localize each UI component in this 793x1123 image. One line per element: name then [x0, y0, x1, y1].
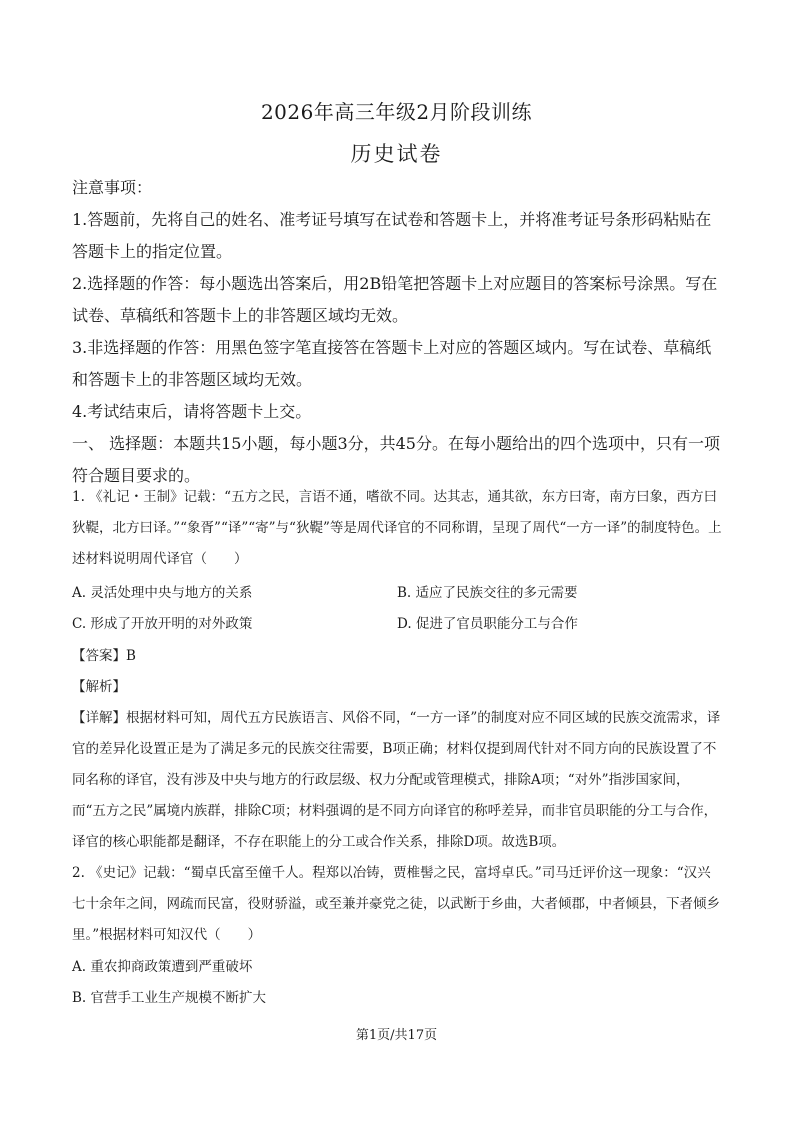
- question-1-answer: 【答案】B: [72, 648, 136, 664]
- note-item-1: 1.答题前，先将自己的姓名、准考证号填写在试卷和答题卡上，并将准考证号条形码粘贴在答题卡上的指定位置。: [72, 210, 712, 261]
- section-heading: 一、 选择题：本题共15小题，每小题3分，共45分。在每小题给出的四个选项中，只有一项符合题目要求的。: [72, 434, 720, 485]
- option-b: B. 适应了民族交往的多元需要: [397, 585, 578, 601]
- notes-section: [72, 172, 722, 492]
- exam-subtitle: 历史试卷: [350, 142, 443, 166]
- question-1-detail: 【详解】根据材料可知，周代五方民族语言、风俗不同，“一方一译”的制度对应不同区域的民族交流需求，译官的差异化设置正是为了满足多元的民族交往需要，B项正确；材料仅提到周代针对不同方向的民族设置了不同名称的译官，没有涉及中央与地方的行政层级、权力分配或管理模式，排除A项；“对外”指涉国家间，而“五方之民”属境内族群，排除C项；材料强调的是不同方向译官的称呼差异，而非官员职能的分工与合作，译官的核心职能都是翻译，不存在职能上的分工或合作关系，排除D项。故选B项。: [72, 710, 721, 850]
- question-1-analysis-label: 【解析】: [72, 679, 126, 695]
- question-1-options-row-2: [72, 609, 722, 640]
- notes-heading: 注意事项：: [72, 178, 153, 197]
- exam-title: 2026年高三年级2月阶段训练: [260, 100, 533, 124]
- note-item-2: 2.选择题的作答：每小题选出答案后，用2B铅笔把答题卡上对应题目的答案标号涂黑。写在试卷、草稿纸和答题卡上的非答题区域均无效。: [72, 274, 718, 325]
- option-c: C. 形成了开放开明的对外政策: [72, 616, 253, 632]
- option-b: B. 官营手工业生产规模不断扩大: [72, 990, 267, 1006]
- note-item-4: 4.考试结束后，请将答题卡上交。: [72, 402, 312, 421]
- option-d: D. 促进了官员职能分工与合作: [397, 616, 578, 632]
- question-1-stem: 1. 《礼记・王制》记载：“五方之民，言语不通，嗜欲不同。达其志，通其欲，东方曰寄，南方曰象，西方曰狄鞮，北方曰译。”“象胥”“译”“寄”与“狄鞮”等是周代译官的不同称谓，呈现了周代“一方一译”的制度特色。上述材料说明周代译官（ ）: [72, 489, 722, 567]
- question-1-options-row-1: [72, 578, 722, 609]
- page-number: 第1页/共17页: [355, 1028, 438, 1043]
- note-item-3: 3.非选择题的作答：用黑色签字笔直接答在答题卡上对应的答题区域内。写在试卷、草稿纸和答题卡上的非答题区域均无效。: [72, 338, 712, 389]
- question-2-stem: 2. 《史记》记载：“蜀卓氏富至僮千人。程郑以冶铸，贾椎髻之民，富埒卓氏。”司马迁评价这一现象：“汉兴七十余年之间，网疏而民富，役财骄溢，或至兼并豪党之徒，以武断于乡曲，大者倾郡，中者倾县，下者倾乡里。”根据材料可知汉代（ ）: [72, 865, 720, 943]
- option-a: A. 重农抑商政策遭到严重破坏: [72, 959, 253, 975]
- question-2-options: [72, 952, 722, 1014]
- option-a: A. 灵活处理中央与地方的关系: [72, 585, 253, 601]
